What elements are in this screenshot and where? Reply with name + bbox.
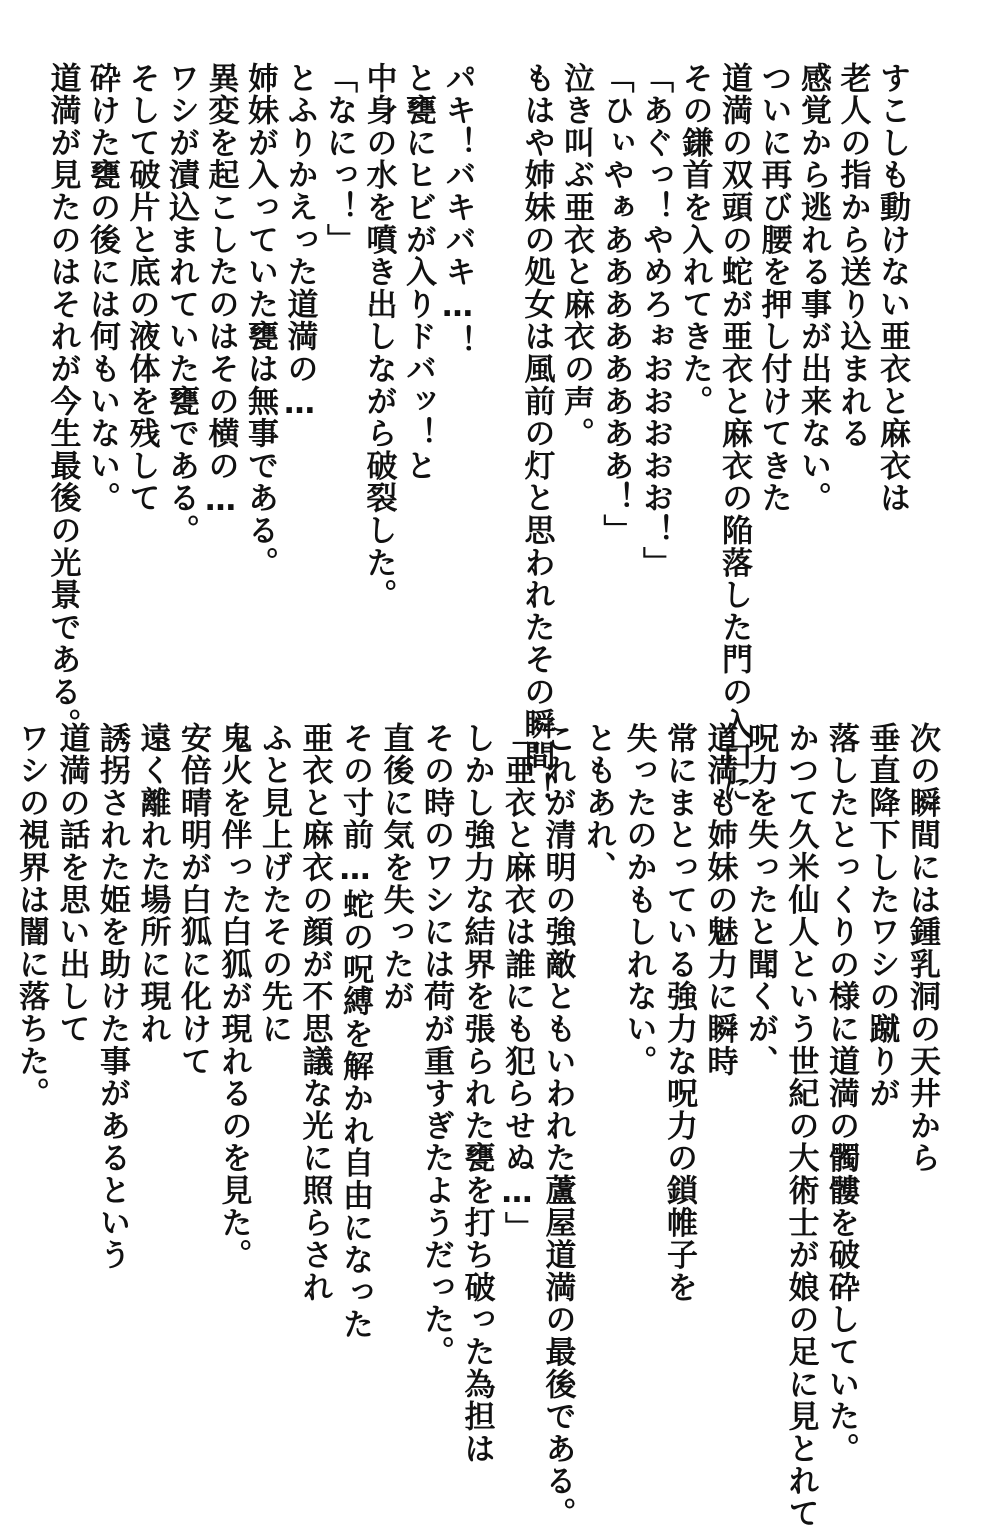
text-column: 老人の指から送り込まれる	[834, 62, 871, 450]
text-column: 道満も姉妹の魅力に瞬時	[701, 722, 738, 1078]
text-column: しかし強力な結界を張られた甕を打ち破った為担は	[458, 722, 495, 1465]
text-column: ふと見上げたその先に	[256, 722, 292, 1045]
text-column: ともあれ、	[580, 722, 616, 884]
text-column: その鎌首を入れてきた。	[676, 62, 713, 418]
upper-text-block	[43, 62, 912, 805]
text-column: 姉妹が入っていた甕は無事である。	[242, 62, 278, 579]
text-column: と甕にヒビが入りドバッ！と	[400, 62, 436, 482]
text-column: 泣き叫ぶ亜衣と麻衣の声。	[558, 62, 594, 450]
text-column: 道満の話を思い出して	[53, 722, 90, 1045]
text-column: 「ひぃやぁああああああああ！」	[597, 62, 634, 547]
text-column: 「あぐっ！やめろぉおおおおお！」	[637, 62, 673, 579]
text-column: 異変を起こしたのはその横の…	[202, 62, 239, 520]
text-column: 感覚から逃れる事が出来ない。	[795, 62, 831, 515]
text-column: 常にまとっている強力な呪力の鎖帷子を	[661, 722, 697, 1304]
text-column: そして破片と底の液体を残して	[123, 62, 160, 515]
text-column: パキ！バキバキ…！	[439, 62, 476, 358]
text-column: とふりかえった道満の…	[281, 62, 318, 423]
text-column: 落したとっくりの様に道満の髑髏を破砕していた。	[823, 722, 859, 1465]
text-column: 次の瞬間には鍾乳洞の天井から	[904, 722, 940, 1175]
text-column: 誘拐された姫を助けた事があるという	[94, 722, 130, 1272]
text-column: 失ったのかもしれない。	[620, 722, 657, 1078]
lower-text-block	[11, 722, 943, 1530]
text-column: その時のワシには荷が重すぎたようだった。	[418, 722, 454, 1368]
text-column: すこしも動けない亜衣と麻衣は	[874, 62, 910, 515]
text-column: これが清明の強敵ともいわれた蘆屋道満の最後である。	[539, 722, 576, 1530]
text-column: 呪力を失ったと聞くが、	[742, 722, 778, 1078]
text-column: 道満が見たのはそれが今生最後の光景である。	[44, 62, 81, 741]
text-column: 垂直降下したワシの蹴りが	[863, 722, 900, 1110]
text-column: 直後に気を失ったが	[377, 722, 414, 1013]
text-column: 遠く離れた場所に現れ	[134, 722, 171, 1045]
text-column: 砕けた甕の後には何もいない。	[84, 62, 120, 515]
text-column: その寸前…蛇の呪縛を解かれ自由になった	[337, 722, 373, 1341]
text-column: ワシの視界は闇に落ちた。	[13, 722, 49, 1110]
text-column: 中身の水を噴き出しながら破裂した。	[360, 62, 397, 612]
text-column: 亜衣と麻衣の顔が不思議な光に照らされ	[296, 722, 333, 1304]
text-column: もはや姉妹の処女は風前の灯と思われたその瞬間！	[518, 62, 555, 805]
text-column: 「亜衣と麻衣は誰にも犯らせぬ…」	[499, 722, 535, 1244]
text-column: 道満の双頭の蛇が亜衣と麻衣の陥落した門の入口に	[716, 62, 752, 805]
text-column: 安倍晴明が白狐に化けて	[175, 722, 211, 1078]
text-column: 鬼火を伴った白狐が現れるのを見た。	[215, 722, 252, 1272]
text-column: かつて久米仙人という世紀の大術士が娘の足に見とれて	[782, 722, 819, 1530]
text-column: ついに再び腰を押し付けてきた	[755, 62, 792, 515]
text-column: ワシが漬込まれていた甕である。	[163, 62, 199, 547]
text-column: 「なにっ！」	[321, 62, 357, 256]
